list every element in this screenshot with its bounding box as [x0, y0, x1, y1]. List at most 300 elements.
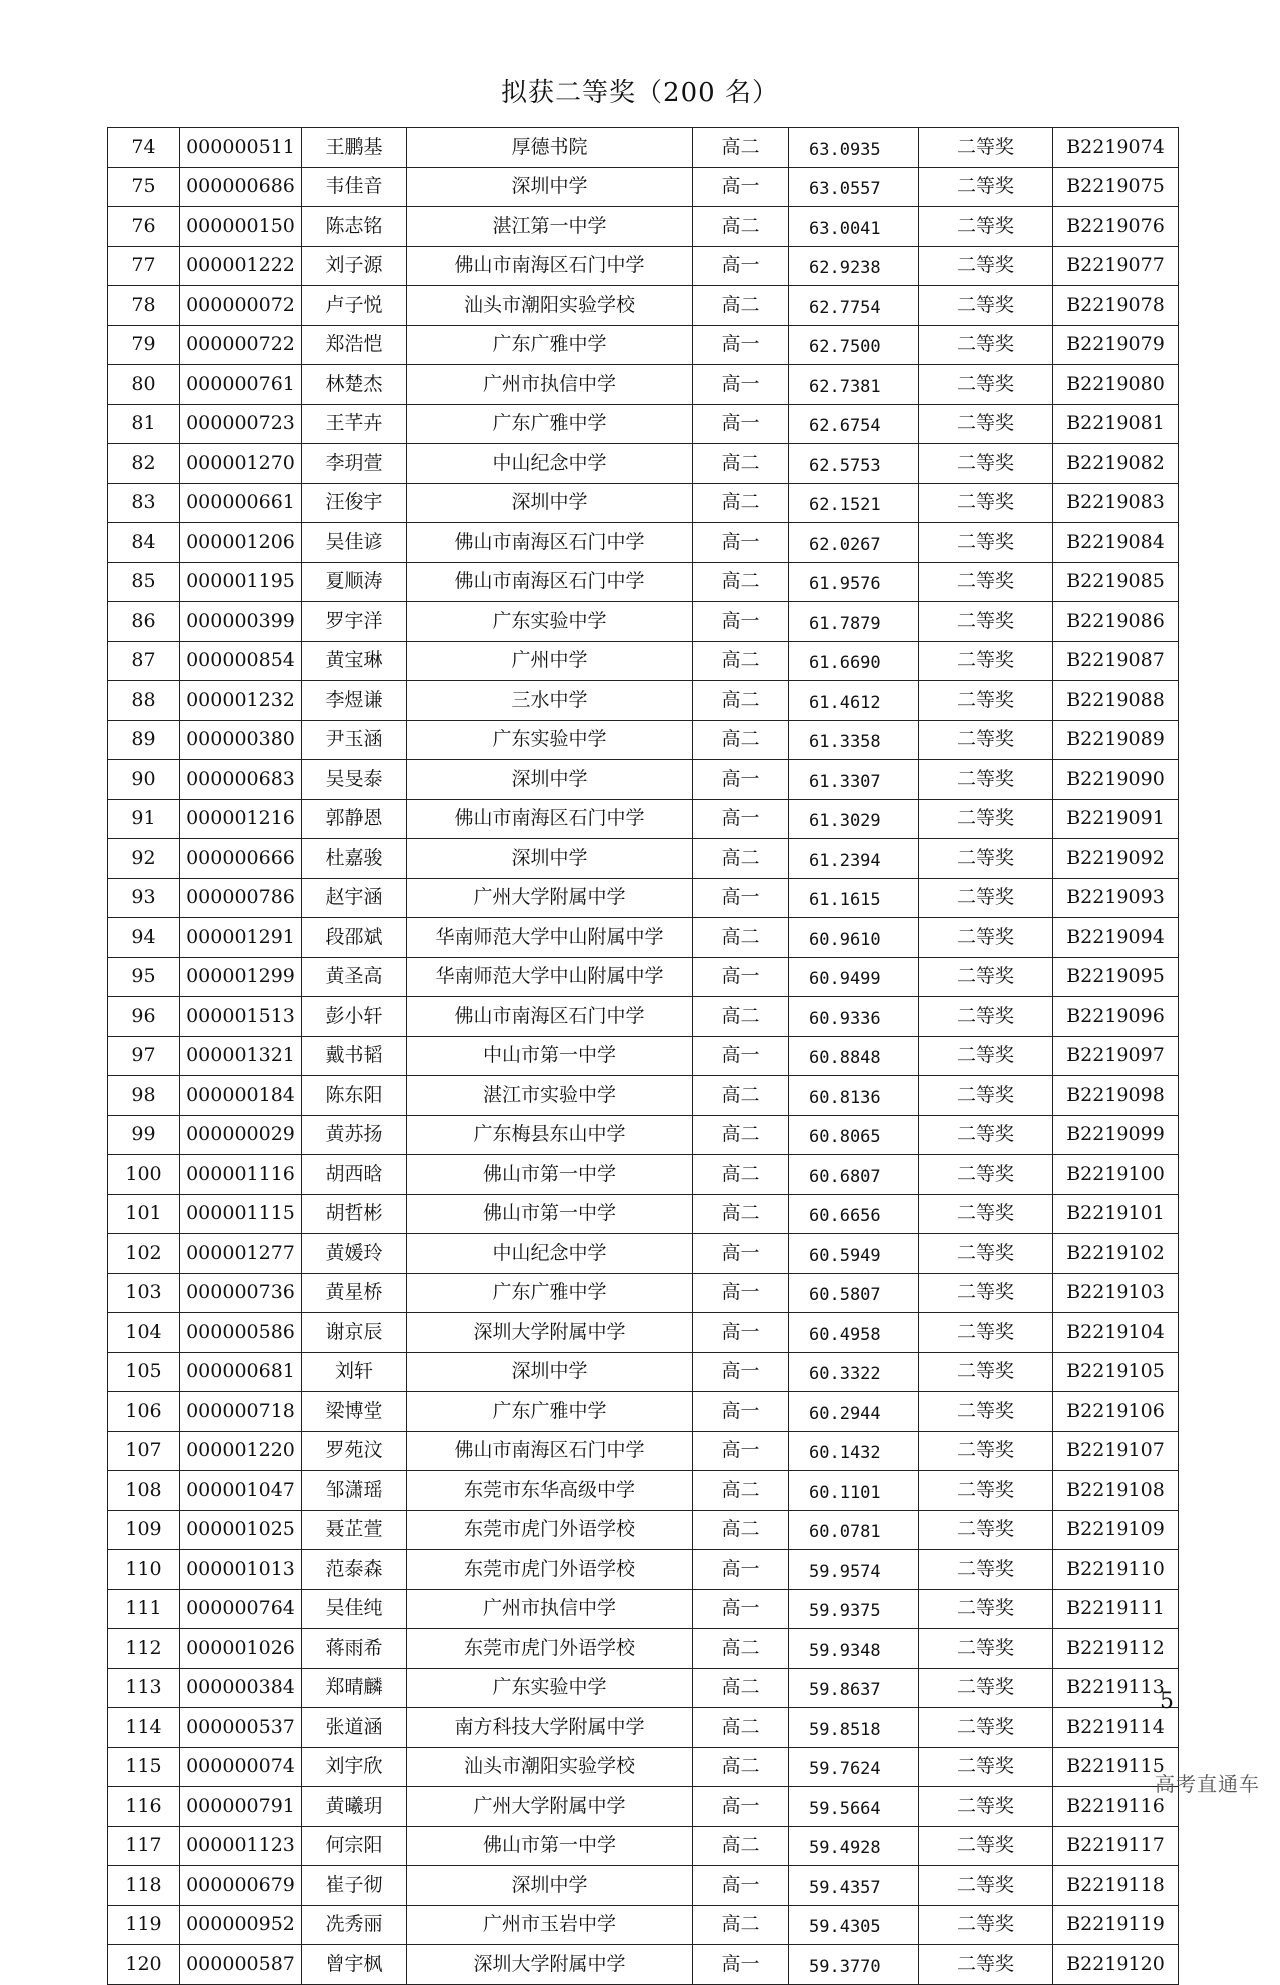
- school-cell: 深圳中学: [407, 839, 693, 879]
- score-cell: 59.4305: [789, 1905, 919, 1945]
- rank-cell: 76: [108, 207, 180, 247]
- award-cell: 二等奖: [919, 760, 1053, 800]
- school-cell: 广东实验中学: [407, 1668, 693, 1708]
- rank-cell: 99: [108, 1115, 180, 1155]
- grade-cell: 高一: [693, 1036, 789, 1076]
- grade-cell: 高一: [693, 1866, 789, 1906]
- score-cell: 62.9238: [789, 246, 919, 286]
- certificate-code-cell: B2219104: [1053, 1313, 1179, 1353]
- page-title: 拟获二等奖（200 名）: [501, 78, 779, 108]
- rank-cell: 92: [108, 839, 180, 879]
- table-row: [108, 839, 1179, 879]
- rank-cell: 79: [108, 325, 180, 365]
- rank-cell: 90: [108, 760, 180, 800]
- school-cell: 中山纪念中学: [407, 1234, 693, 1274]
- rank-cell: 84: [108, 523, 180, 563]
- certificate-code-cell: B2219081: [1053, 404, 1179, 444]
- rank-cell: 96: [108, 997, 180, 1037]
- award-cell: 二等奖: [919, 997, 1053, 1037]
- score-cell: 61.6690: [789, 641, 919, 681]
- table-row: [108, 799, 1179, 839]
- grade-cell: 高二: [693, 1194, 789, 1234]
- page-number: 5: [1160, 1689, 1174, 1714]
- name-cell: 段邵斌: [302, 918, 407, 958]
- grade-cell: 高二: [693, 1826, 789, 1866]
- grade-cell: 高一: [693, 1945, 789, 1985]
- award-cell: 二等奖: [919, 1550, 1053, 1590]
- rank-cell: 74: [108, 128, 180, 168]
- rank-cell: 95: [108, 957, 180, 997]
- rank-cell: 80: [108, 365, 180, 405]
- grade-cell: 高二: [693, 562, 789, 602]
- score-cell: 60.0781: [789, 1510, 919, 1550]
- exam-id-cell: 000001216: [180, 799, 302, 839]
- score-cell: 62.7754: [789, 286, 919, 326]
- school-cell: 广州中学: [407, 641, 693, 681]
- exam-id-cell: 000000761: [180, 365, 302, 405]
- exam-id-cell: 000000586: [180, 1313, 302, 1353]
- award-cell: 二等奖: [919, 1589, 1053, 1629]
- table-row: [108, 1115, 1179, 1155]
- award-cell: 二等奖: [919, 681, 1053, 721]
- table-row: [108, 1866, 1179, 1906]
- score-cell: 59.7624: [789, 1747, 919, 1787]
- table-row: [108, 246, 1179, 286]
- grade-cell: 高一: [693, 957, 789, 997]
- school-cell: 佛山市第一中学: [407, 1826, 693, 1866]
- school-cell: 佛山市第一中学: [407, 1194, 693, 1234]
- school-cell: 广东梅县东山中学: [407, 1115, 693, 1155]
- exam-id-cell: 000001299: [180, 957, 302, 997]
- certificate-code-cell: B2219093: [1053, 878, 1179, 918]
- certificate-code-cell: B2219098: [1053, 1076, 1179, 1116]
- school-cell: 广东实验中学: [407, 720, 693, 760]
- certificate-code-cell: B2219103: [1053, 1273, 1179, 1313]
- name-cell: 刘轩: [302, 1352, 407, 1392]
- name-cell: 夏顺涛: [302, 562, 407, 602]
- award-cell: 二等奖: [919, 444, 1053, 484]
- grade-cell: 高二: [693, 720, 789, 760]
- award-cell: 二等奖: [919, 1668, 1053, 1708]
- school-cell: 广州市执信中学: [407, 365, 693, 405]
- table-row: [108, 1550, 1179, 1590]
- school-cell: 深圳中学: [407, 1352, 693, 1392]
- rank-cell: 105: [108, 1352, 180, 1392]
- table-row: [108, 444, 1179, 484]
- certificate-code-cell: B2219091: [1053, 799, 1179, 839]
- score-cell: 62.7500: [789, 325, 919, 365]
- table-row: [108, 1273, 1179, 1313]
- award-cell: 二等奖: [919, 957, 1053, 997]
- exam-id-cell: 000000681: [180, 1352, 302, 1392]
- exam-id-cell: 000000399: [180, 602, 302, 642]
- score-cell: 59.8637: [789, 1668, 919, 1708]
- school-cell: 佛山市南海区石门中学: [407, 799, 693, 839]
- score-cell: 62.0267: [789, 523, 919, 563]
- grade-cell: 高二: [693, 286, 789, 326]
- school-cell: 广州市玉岩中学: [407, 1905, 693, 1945]
- grade-cell: 高二: [693, 1076, 789, 1116]
- name-cell: 邹潇瑶: [302, 1471, 407, 1511]
- certificate-code-cell: B2219120: [1053, 1945, 1179, 1985]
- grade-cell: 高一: [693, 1234, 789, 1274]
- award-cell: 二等奖: [919, 1826, 1053, 1866]
- rank-cell: 88: [108, 681, 180, 721]
- name-cell: 卢子悦: [302, 286, 407, 326]
- award-cell: 二等奖: [919, 523, 1053, 563]
- certificate-code-cell: B2219111: [1053, 1589, 1179, 1629]
- certificate-code-cell: B2219118: [1053, 1866, 1179, 1906]
- certificate-code-cell: B2219078: [1053, 286, 1179, 326]
- award-cell: 二等奖: [919, 918, 1053, 958]
- school-cell: 厚德书院: [407, 128, 693, 168]
- rank-cell: 82: [108, 444, 180, 484]
- award-cell: 二等奖: [919, 365, 1053, 405]
- name-cell: 冼秀丽: [302, 1905, 407, 1945]
- exam-id-cell: 000000661: [180, 483, 302, 523]
- award-cell: 二等奖: [919, 1273, 1053, 1313]
- grade-cell: 高二: [693, 1668, 789, 1708]
- table-row: [108, 1313, 1179, 1353]
- award-cell: 二等奖: [919, 839, 1053, 879]
- certificate-code-cell: B2219113: [1053, 1668, 1179, 1708]
- table-row: [108, 404, 1179, 444]
- name-cell: 李玥萱: [302, 444, 407, 484]
- table-row: [108, 641, 1179, 681]
- exam-id-cell: 000001047: [180, 1471, 302, 1511]
- certificate-code-cell: B2219105: [1053, 1352, 1179, 1392]
- certificate-code-cell: B2219095: [1053, 957, 1179, 997]
- exam-id-cell: 000001195: [180, 562, 302, 602]
- score-cell: 59.9375: [789, 1589, 919, 1629]
- award-cell: 二等奖: [919, 1115, 1053, 1155]
- award-cell: 二等奖: [919, 1787, 1053, 1827]
- school-cell: 广州市执信中学: [407, 1589, 693, 1629]
- award-cell: 二等奖: [919, 246, 1053, 286]
- school-cell: 深圳大学附属中学: [407, 1313, 693, 1353]
- rank-cell: 109: [108, 1510, 180, 1550]
- rank-cell: 87: [108, 641, 180, 681]
- award-cell: 二等奖: [919, 1708, 1053, 1748]
- grade-cell: 高一: [693, 878, 789, 918]
- score-cell: 60.8136: [789, 1076, 919, 1116]
- grade-cell: 高一: [693, 1589, 789, 1629]
- score-cell: 63.0935: [789, 128, 919, 168]
- score-cell: 63.0557: [789, 167, 919, 207]
- name-cell: 曾宇枫: [302, 1945, 407, 1985]
- award-cell: 二等奖: [919, 1155, 1053, 1195]
- rank-cell: 106: [108, 1392, 180, 1432]
- award-cell: 二等奖: [919, 1866, 1053, 1906]
- certificate-code-cell: B2219076: [1053, 207, 1179, 247]
- exam-id-cell: 000000764: [180, 1589, 302, 1629]
- table-row: [108, 1076, 1179, 1116]
- name-cell: 杜嘉骏: [302, 839, 407, 879]
- exam-id-cell: 000000786: [180, 878, 302, 918]
- table-row: [108, 1510, 1179, 1550]
- exam-id-cell: 000001232: [180, 681, 302, 721]
- table-row: [108, 1036, 1179, 1076]
- watermark-text: 高考直通车: [1155, 1772, 1260, 1796]
- name-cell: 王鹏基: [302, 128, 407, 168]
- table-row: [108, 365, 1179, 405]
- certificate-code-cell: B2219084: [1053, 523, 1179, 563]
- grade-cell: 高二: [693, 1905, 789, 1945]
- certificate-code-cell: B2219106: [1053, 1392, 1179, 1432]
- score-cell: 60.8065: [789, 1115, 919, 1155]
- name-cell: 尹玉涵: [302, 720, 407, 760]
- certificate-code-cell: B2219101: [1053, 1194, 1179, 1234]
- score-cell: 60.9610: [789, 918, 919, 958]
- exam-id-cell: 000001277: [180, 1234, 302, 1274]
- exam-id-cell: 000000184: [180, 1076, 302, 1116]
- school-cell: 深圳中学: [407, 1866, 693, 1906]
- exam-id-cell: 000001013: [180, 1550, 302, 1590]
- score-cell: 60.1101: [789, 1471, 919, 1511]
- certificate-code-cell: B2219083: [1053, 483, 1179, 523]
- school-cell: 中山纪念中学: [407, 444, 693, 484]
- exam-id-cell: 000000150: [180, 207, 302, 247]
- certificate-code-cell: B2219092: [1053, 839, 1179, 879]
- award-cell: 二等奖: [919, 1194, 1053, 1234]
- score-cell: 59.8518: [789, 1708, 919, 1748]
- rank-cell: 91: [108, 799, 180, 839]
- school-cell: 深圳中学: [407, 760, 693, 800]
- rank-cell: 97: [108, 1036, 180, 1076]
- table-row: [108, 1787, 1179, 1827]
- school-cell: 东莞市东华高级中学: [407, 1471, 693, 1511]
- table-row: [108, 1155, 1179, 1195]
- school-cell: 南方科技大学附属中学: [407, 1708, 693, 1748]
- table-row: [108, 483, 1179, 523]
- school-cell: 深圳中学: [407, 167, 693, 207]
- rank-cell: 89: [108, 720, 180, 760]
- table-row: [108, 1589, 1179, 1629]
- rank-cell: 101: [108, 1194, 180, 1234]
- exam-id-cell: 000000679: [180, 1866, 302, 1906]
- table-row: [108, 918, 1179, 958]
- rank-cell: 75: [108, 167, 180, 207]
- award-cell: 二等奖: [919, 799, 1053, 839]
- rank-cell: 81: [108, 404, 180, 444]
- score-cell: 62.6754: [789, 404, 919, 444]
- certificate-code-cell: B2219116: [1053, 1787, 1179, 1827]
- name-cell: 黄苏扬: [302, 1115, 407, 1155]
- score-cell: 61.9576: [789, 562, 919, 602]
- award-cell: 二等奖: [919, 483, 1053, 523]
- grade-cell: 高一: [693, 1392, 789, 1432]
- rank-cell: 83: [108, 483, 180, 523]
- name-cell: 林楚杰: [302, 365, 407, 405]
- name-cell: 梁博堂: [302, 1392, 407, 1432]
- school-cell: 东莞市虎门外语学校: [407, 1510, 693, 1550]
- score-cell: 60.6656: [789, 1194, 919, 1234]
- score-cell: 61.2394: [789, 839, 919, 879]
- award-cell: 二等奖: [919, 167, 1053, 207]
- certificate-code-cell: B2219110: [1053, 1550, 1179, 1590]
- exam-id-cell: 000001116: [180, 1155, 302, 1195]
- grade-cell: 高二: [693, 681, 789, 721]
- exam-id-cell: 000001123: [180, 1826, 302, 1866]
- exam-id-cell: 000001222: [180, 246, 302, 286]
- rank-cell: 78: [108, 286, 180, 326]
- certificate-code-cell: B2219085: [1053, 562, 1179, 602]
- school-cell: 华南师范大学中山附属中学: [407, 957, 693, 997]
- name-cell: 胡西晗: [302, 1155, 407, 1195]
- name-cell: 彭小轩: [302, 997, 407, 1037]
- award-cell: 二等奖: [919, 562, 1053, 602]
- school-cell: 深圳大学附属中学: [407, 1945, 693, 1985]
- name-cell: 王芊卉: [302, 404, 407, 444]
- rank-cell: 102: [108, 1234, 180, 1274]
- score-cell: 60.5807: [789, 1273, 919, 1313]
- name-cell: 黄曦玥: [302, 1787, 407, 1827]
- certificate-code-cell: B2219097: [1053, 1036, 1179, 1076]
- name-cell: 范泰森: [302, 1550, 407, 1590]
- rank-cell: 114: [108, 1708, 180, 1748]
- grade-cell: 高二: [693, 483, 789, 523]
- name-cell: 黄星桥: [302, 1273, 407, 1313]
- school-cell: 佛山市南海区石门中学: [407, 562, 693, 602]
- school-cell: 佛山市南海区石门中学: [407, 523, 693, 563]
- award-cell: 二等奖: [919, 1431, 1053, 1471]
- school-cell: 东莞市虎门外语学校: [407, 1550, 693, 1590]
- name-cell: 刘子源: [302, 246, 407, 286]
- school-cell: 汕头市潮阳实验学校: [407, 286, 693, 326]
- name-cell: 郑浩恺: [302, 325, 407, 365]
- school-cell: 广州大学附属中学: [407, 878, 693, 918]
- exam-id-cell: 000000722: [180, 325, 302, 365]
- score-cell: 61.3029: [789, 799, 919, 839]
- score-cell: 60.1432: [789, 1431, 919, 1471]
- table-row: [108, 681, 1179, 721]
- score-cell: 60.8848: [789, 1036, 919, 1076]
- school-cell: 广东广雅中学: [407, 325, 693, 365]
- table-row: [108, 325, 1179, 365]
- school-cell: 中山市第一中学: [407, 1036, 693, 1076]
- school-cell: 东莞市虎门外语学校: [407, 1629, 693, 1669]
- exam-id-cell: 000001220: [180, 1431, 302, 1471]
- grade-cell: 高一: [693, 602, 789, 642]
- score-cell: 62.1521: [789, 483, 919, 523]
- name-cell: 李煜谦: [302, 681, 407, 721]
- name-cell: 黄宝琳: [302, 641, 407, 681]
- rank-cell: 93: [108, 878, 180, 918]
- exam-id-cell: 000000384: [180, 1668, 302, 1708]
- school-cell: 佛山市南海区石门中学: [407, 246, 693, 286]
- grade-cell: 高二: [693, 1471, 789, 1511]
- table-row: [108, 286, 1179, 326]
- grade-cell: 高二: [693, 1510, 789, 1550]
- rank-cell: 100: [108, 1155, 180, 1195]
- score-cell: 61.7879: [789, 602, 919, 642]
- score-cell: 60.9499: [789, 957, 919, 997]
- certificate-code-cell: B2219107: [1053, 1431, 1179, 1471]
- school-cell: 汕头市潮阳实验学校: [407, 1747, 693, 1787]
- certificate-code-cell: B2219074: [1053, 128, 1179, 168]
- name-cell: 汪俊宇: [302, 483, 407, 523]
- certificate-code-cell: B2219082: [1053, 444, 1179, 484]
- grade-cell: 高二: [693, 641, 789, 681]
- grade-cell: 高一: [693, 1313, 789, 1353]
- table-row: [108, 207, 1179, 247]
- exam-id-cell: 000000029: [180, 1115, 302, 1155]
- school-cell: 广东广雅中学: [407, 1273, 693, 1313]
- score-cell: 61.3358: [789, 720, 919, 760]
- score-cell: 63.0041: [789, 207, 919, 247]
- award-cell: 二等奖: [919, 641, 1053, 681]
- grade-cell: 高一: [693, 365, 789, 405]
- rank-cell: 77: [108, 246, 180, 286]
- score-cell: 59.5664: [789, 1787, 919, 1827]
- score-cell: 61.4612: [789, 681, 919, 721]
- certificate-code-cell: B2219077: [1053, 246, 1179, 286]
- award-cell: 二等奖: [919, 128, 1053, 168]
- rank-cell: 112: [108, 1629, 180, 1669]
- award-cell: 二等奖: [919, 325, 1053, 365]
- exam-id-cell: 000000537: [180, 1708, 302, 1748]
- name-cell: 蒋雨希: [302, 1629, 407, 1669]
- score-cell: 60.5949: [789, 1234, 919, 1274]
- score-cell: 59.9348: [789, 1629, 919, 1669]
- certificate-code-cell: B2219080: [1053, 365, 1179, 405]
- rank-cell: 116: [108, 1787, 180, 1827]
- rank-cell: 104: [108, 1313, 180, 1353]
- rank-cell: 110: [108, 1550, 180, 1590]
- table-row: [108, 997, 1179, 1037]
- grade-cell: 高二: [693, 918, 789, 958]
- name-cell: 谢京辰: [302, 1313, 407, 1353]
- exam-id-cell: 000000952: [180, 1905, 302, 1945]
- school-cell: 华南师范大学中山附属中学: [407, 918, 693, 958]
- table-row: [108, 1431, 1179, 1471]
- grade-cell: 高一: [693, 1431, 789, 1471]
- certificate-code-cell: B2219079: [1053, 325, 1179, 365]
- certificate-code-cell: B2219088: [1053, 681, 1179, 721]
- table-row: [108, 562, 1179, 602]
- grade-cell: 高二: [693, 1629, 789, 1669]
- grade-cell: 高一: [693, 167, 789, 207]
- name-cell: 赵宇涵: [302, 878, 407, 918]
- name-cell: 戴书韬: [302, 1036, 407, 1076]
- award-cell: 二等奖: [919, 878, 1053, 918]
- grade-cell: 高一: [693, 1550, 789, 1590]
- score-cell: 60.9336: [789, 997, 919, 1037]
- exam-id-cell: 000001513: [180, 997, 302, 1037]
- grade-cell: 高一: [693, 799, 789, 839]
- score-cell: 59.4928: [789, 1826, 919, 1866]
- grade-cell: 高二: [693, 1115, 789, 1155]
- award-cell: 二等奖: [919, 207, 1053, 247]
- school-cell: 深圳中学: [407, 483, 693, 523]
- table-row: [108, 1945, 1179, 1985]
- certificate-code-cell: B2219109: [1053, 1510, 1179, 1550]
- school-cell: 佛山市南海区石门中学: [407, 997, 693, 1037]
- score-cell: 59.4357: [789, 1866, 919, 1906]
- exam-id-cell: 000001025: [180, 1510, 302, 1550]
- exam-id-cell: 000000686: [180, 167, 302, 207]
- certificate-code-cell: B2219094: [1053, 918, 1179, 958]
- exam-id-cell: 000001321: [180, 1036, 302, 1076]
- name-cell: 吴佳纯: [302, 1589, 407, 1629]
- score-cell: 62.7381: [789, 365, 919, 405]
- table-row: [108, 1194, 1179, 1234]
- name-cell: 郭静恩: [302, 799, 407, 839]
- school-cell: 三水中学: [407, 681, 693, 721]
- table-row: [108, 1668, 1179, 1708]
- table-row: [108, 1905, 1179, 1945]
- rank-cell: 94: [108, 918, 180, 958]
